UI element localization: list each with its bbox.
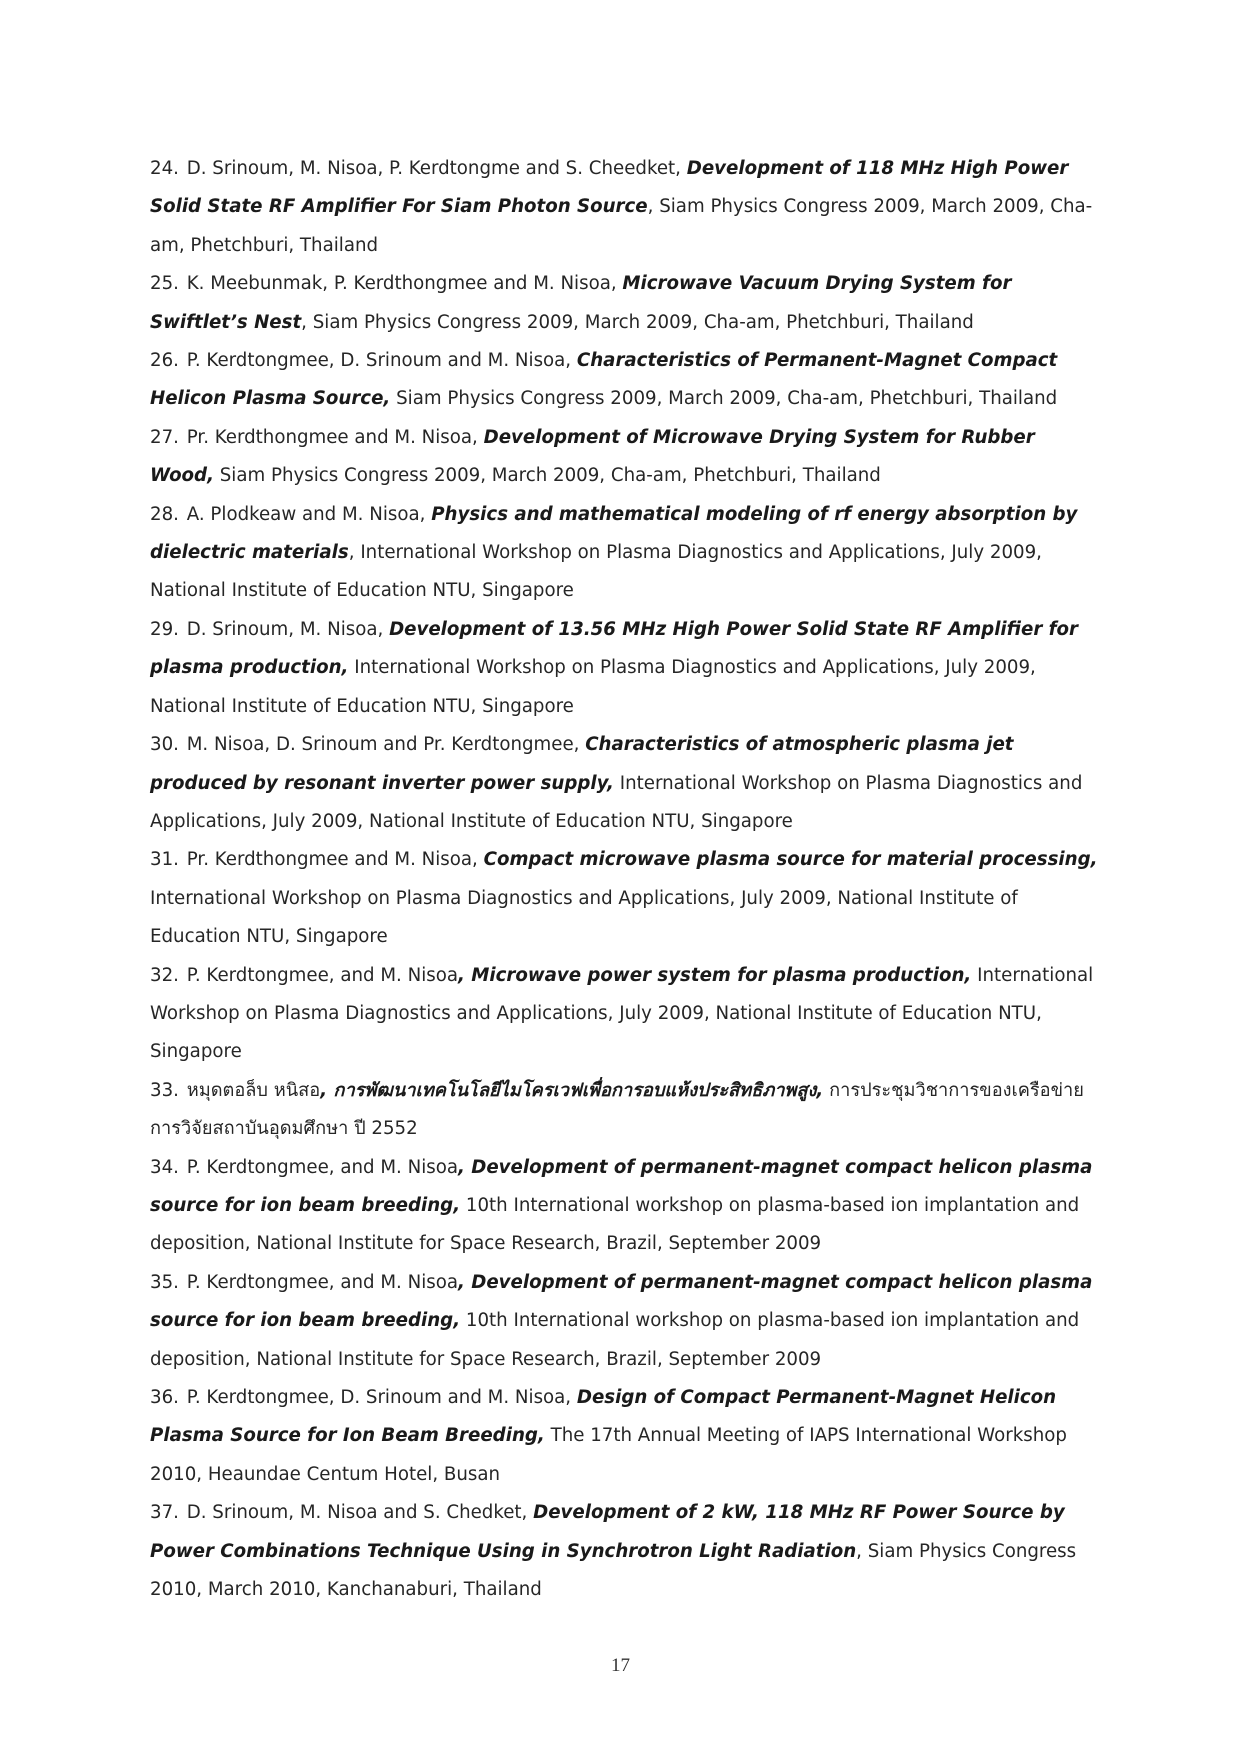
reference-title: Development of 118 MHz High Power Solid State RF Amplifier For Siam Photon Source — [150, 158, 1069, 218]
reference-item — [150, 265, 1100, 342]
reference-number: 26. — [150, 350, 179, 372]
reference-item — [150, 1149, 1100, 1264]
reference-number: 35. — [150, 1271, 179, 1293]
reference-number: 28. — [150, 503, 179, 525]
reference-item — [150, 611, 1100, 726]
reference-title: Development of 2 kW, 118 MHz RF Power Source by Power Combinations Technique Using in Synchrotron Light Radiation — [150, 1502, 1065, 1562]
reference-number: 32. — [150, 964, 179, 986]
reference-number: 24. — [150, 158, 179, 179]
reference-venue: 10th International workshop on plasma-based ion implantation and deposition, National Institute for Space Research, Brazil, September 2009 — [150, 1310, 1080, 1370]
reference-item — [150, 419, 1100, 496]
reference-item — [150, 1494, 1100, 1609]
reference-number: 36. — [150, 1387, 179, 1408]
reference-number: 33. — [150, 1079, 179, 1101]
reference-item — [150, 957, 1100, 1072]
reference-title: Compact microwave plasma source for material processing, — [483, 849, 1098, 871]
page-number: 17 — [611, 1655, 630, 1676]
reference-authors: P. Kerdtongmee, D. Srinoum and M. Nisoa, — [186, 350, 577, 372]
reference-venue: , Siam Physics Congress 2009, March 2009, Cha-am, Phetchburi, Thailand — [150, 196, 1093, 256]
reference-item — [150, 150, 1100, 265]
reference-authors: M. Nisoa, D. Srinoum and Pr. Kerdtongmee, — [186, 734, 586, 756]
reference-item — [150, 1264, 1100, 1379]
reference-number: 27. — [150, 426, 179, 448]
reference-authors: P. Kerdtongmee, and M. Nisoa — [186, 1271, 458, 1293]
reference-venue: , Siam Physics Congress 2009, March 2009, Cha-am, Phetchburi, Thailand — [301, 311, 974, 333]
reference-authors: K. Meebunmak, P. Kerdthongmee and M. Nisoa, — [186, 273, 623, 295]
reference-venue: International Workshop on Plasma Diagnostics and Applications, July 2009, National Institute of Education NTU, Singapore — [150, 887, 1018, 948]
reference-item — [150, 496, 1100, 611]
reference-title: , Development of permanent-magnet compact helicon plasma source for ion beam breeding, — [150, 1271, 1093, 1332]
reference-item — [150, 1379, 1100, 1494]
reference-venue: การประชุมวิชาการของเครือข่ายการวิจัยสถาบันอุดมศึกษา ปี 2552 — [150, 1079, 1084, 1140]
reference-venue: Siam Physics Congress 2009, March 2009, Cha-am, Phetchburi, Thailand — [213, 465, 881, 487]
reference-item — [150, 1072, 1100, 1149]
reference-title: Development of 13.56 MHz High Power Solid State RF Amplifier for plasma production, — [150, 618, 1078, 679]
reference-item — [150, 726, 1100, 841]
reference-venue: , International Workshop on Plasma Diagnostics and Applications, July 2009, National Institute of Education NTU, Singapore — [150, 542, 1042, 602]
reference-number: 31. — [150, 849, 179, 871]
reference-authors: D. Srinoum, M. Nisoa, — [186, 618, 390, 640]
reference-number: 29. — [150, 618, 179, 640]
reference-authors: Pr. Kerdthongmee and M. Nisoa, — [186, 426, 484, 448]
reference-title: , Microwave power system for plasma production, — [458, 964, 972, 986]
reference-title: Design of Compact Permanent-Magnet Helicon Plasma Source for Ion Beam Breeding, — [150, 1387, 1057, 1447]
reference-number: 37. — [150, 1502, 179, 1524]
reference-authors: D. Srinoum, M. Nisoa, P. Kerdtongme and S. Cheedket, — [186, 158, 687, 179]
reference-authors: D. Srinoum, M. Nisoa and S. Chedket, — [186, 1502, 534, 1524]
reference-authors: หมุดตอล็บ หนิสอ — [186, 1079, 321, 1101]
reference-title: Characteristics of Permanent-Magnet Compact Helicon Plasma Source, — [150, 350, 1058, 410]
reference-venue: International Workshop on Plasma Diagnostics and Applications, July 2009, National Institute of Education NTU, Singapore — [150, 657, 1036, 717]
reference-title: Characteristics of atmospheric plasma jet produced by resonant inverter power supply, — [150, 734, 1014, 794]
reference-venue: 10th International workshop on plasma-based ion implantation and deposition, National Institute for Space Research, Brazil, September 2009 — [150, 1194, 1080, 1255]
reference-venue: , Siam Physics Congress 2010, March 2010, Kanchanaburi, Thailand — [150, 1540, 1077, 1601]
reference-list — [150, 150, 1100, 1609]
reference-number: 34. — [150, 1156, 179, 1178]
reference-venue: International Workshop on Plasma Diagnostics and Applications, July 2009, National Institute of Education NTU, Singapore — [150, 772, 1083, 832]
reference-title: Development of Microwave Drying System for Rubber Wood, — [150, 426, 1035, 487]
reference-venue: International Workshop on Plasma Diagnostics and Applications, July 2009, National Institute of Education NTU, Singapore — [150, 964, 1094, 1063]
reference-authors: P. Kerdtongmee, D. Srinoum and M. Nisoa, — [186, 1387, 577, 1408]
reference-item — [150, 342, 1100, 419]
reference-title: Microwave Vacuum Drying System for Swiftlet’s Nest — [150, 273, 1012, 333]
reference-authors: P. Kerdtongmee, and M. Nisoa — [186, 964, 458, 986]
reference-venue: Siam Physics Congress 2009, March 2009, Cha-am, Phetchburi, Thailand — [390, 388, 1058, 410]
reference-venue: The 17th Annual Meeting of IAPS International Workshop 2010, Heaundae Centum Hotel, Busan — [150, 1425, 1067, 1485]
reference-authors: Pr. Kerdthongmee and M. Nisoa, — [186, 849, 484, 871]
reference-title: , Development of permanent-magnet compact helicon plasma source for ion beam breeding, — [150, 1156, 1093, 1216]
reference-authors: A. Plodkeaw and M. Nisoa, — [186, 503, 432, 525]
reference-number: 30. — [150, 734, 179, 756]
reference-title: , การพัฒนาเทคโนโลยีไมโครเวฟเพื่อการอบแห้งประสิทธิภาพสูง, — [320, 1079, 824, 1101]
reference-title: Physics and mathematical modeling of rf energy absorption by dielectric materials — [150, 503, 1078, 564]
reference-authors: P. Kerdtongmee, and M. Nisoa — [186, 1156, 458, 1178]
reference-number: 25. — [150, 273, 179, 295]
reference-item — [150, 841, 1100, 956]
